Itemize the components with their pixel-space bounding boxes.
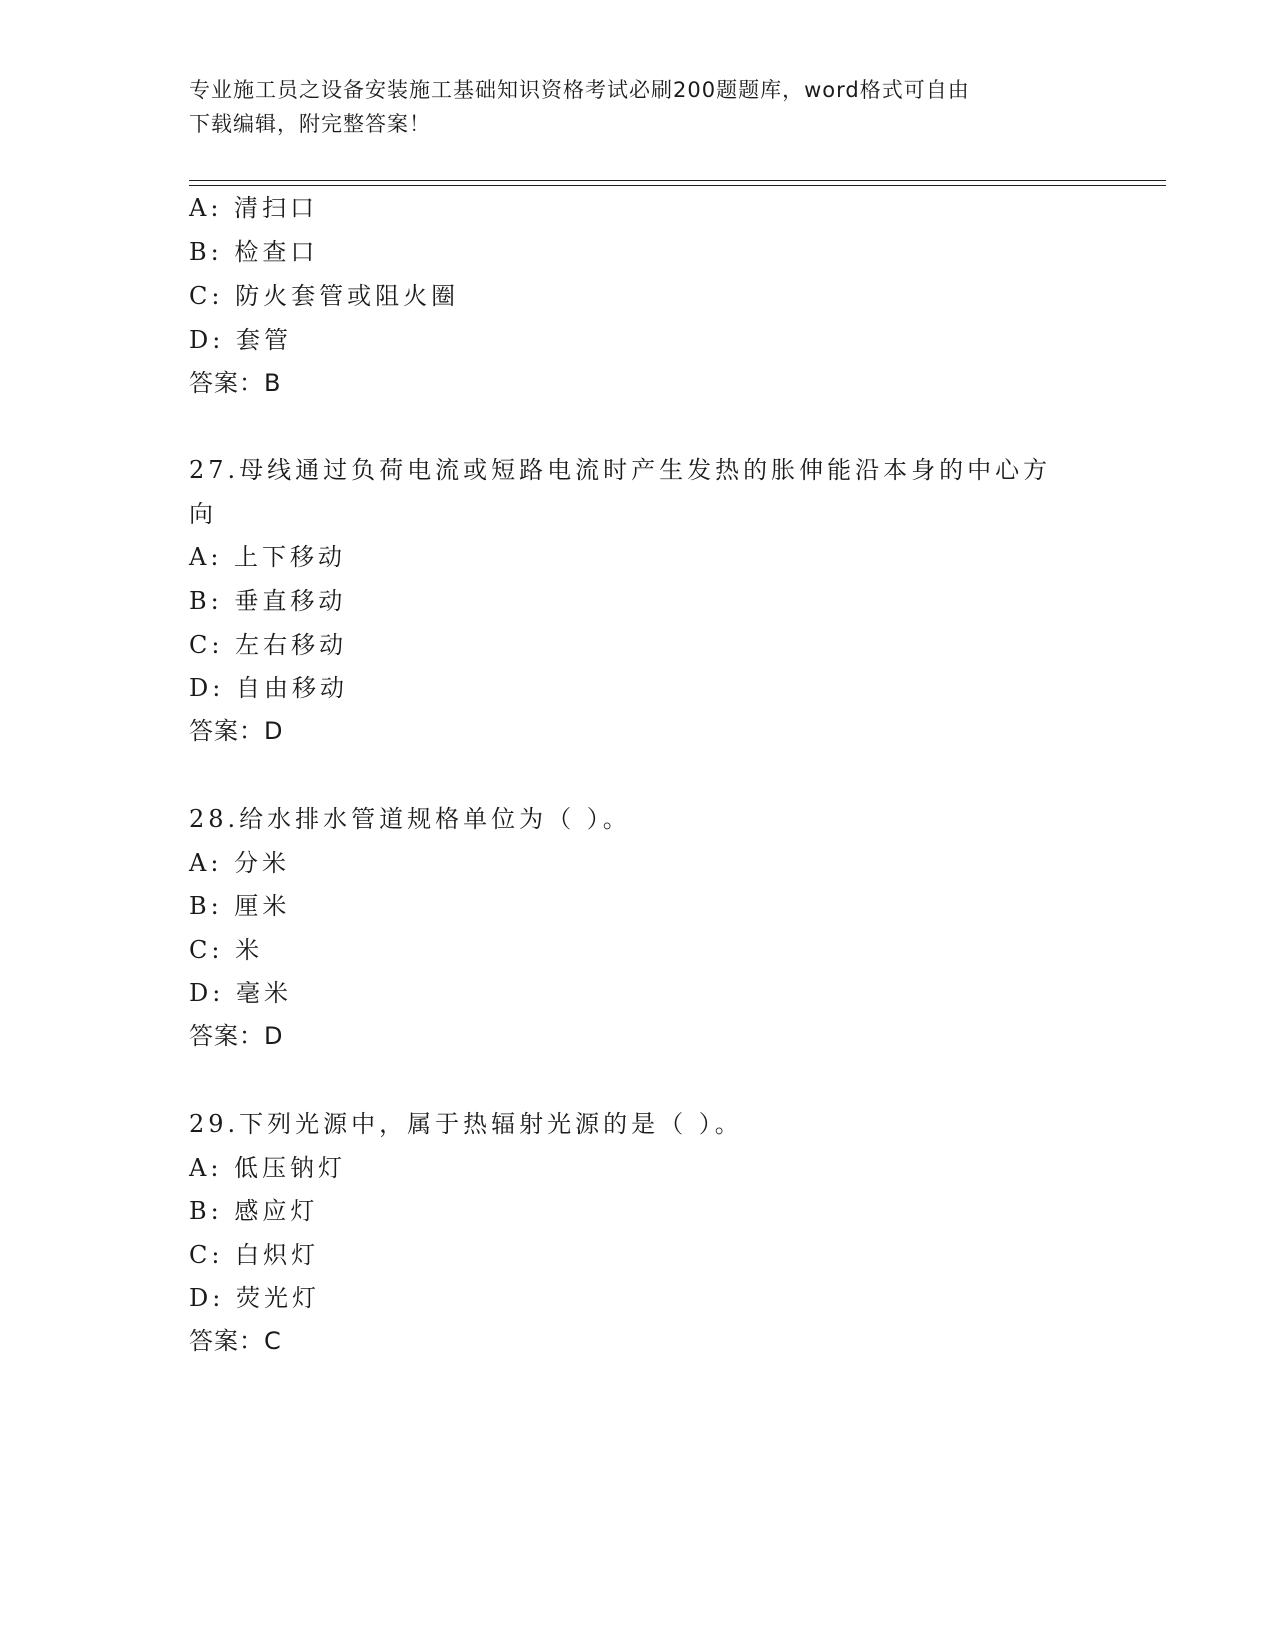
q28-option-a: A: 分米 <box>189 849 291 877</box>
q27-answer: 答案：D <box>189 717 284 745</box>
q28-question: 28.给水排水管道规格单位为（ ）。 <box>189 805 631 833</box>
q27-option-c: C: 左右移动 <box>189 631 348 659</box>
q27-option-b: B: 垂直移动 <box>189 587 347 615</box>
header-divider-bottom <box>189 185 1166 186</box>
q27-question-line-1: 27.母线通过负荷电流或短路电流时产生发热的胀伸能沿本身的中心方 <box>189 456 1052 484</box>
q29-option-a: A: 低压钠灯 <box>189 1154 347 1182</box>
q28-answer: 答案：D <box>189 1022 284 1050</box>
q28-option-b: B: 厘米 <box>189 892 291 920</box>
q26-answer: 答案：B <box>189 369 282 397</box>
q29-option-b: B: 感应灯 <box>189 1197 319 1225</box>
q26-option-c: C: 防火套管或阻火圈 <box>189 282 460 310</box>
q27-question-line-2: 向 <box>189 500 217 528</box>
q26-option-a: A: 清扫口 <box>189 194 319 222</box>
q29-question: 29.下列光源中，属于热辐射光源的是（ ）。 <box>189 1110 743 1138</box>
document-header <box>189 73 1079 141</box>
q29-answer: 答案：C <box>189 1327 282 1355</box>
q26-option-d: D: 套管 <box>189 326 292 354</box>
header-line-1: 专业施工员之设备安装施工基础知识资格考试必刷200题题库，word格式可自由 <box>189 78 970 102</box>
q29-option-c: C: 白炽灯 <box>189 1241 320 1269</box>
q28-option-d: D: 毫米 <box>189 979 292 1007</box>
q27-option-a: A: 上下移动 <box>189 543 347 571</box>
header-divider-top <box>189 180 1166 181</box>
q29-option-d: D: 荧光灯 <box>189 1284 320 1312</box>
q28-option-c: C: 米 <box>189 936 264 964</box>
q26-option-b: B: 检查口 <box>189 238 319 266</box>
q27-option-d: D: 自由移动 <box>189 674 348 702</box>
header-line-2: 下载编辑，附完整答案！ <box>189 112 431 136</box>
